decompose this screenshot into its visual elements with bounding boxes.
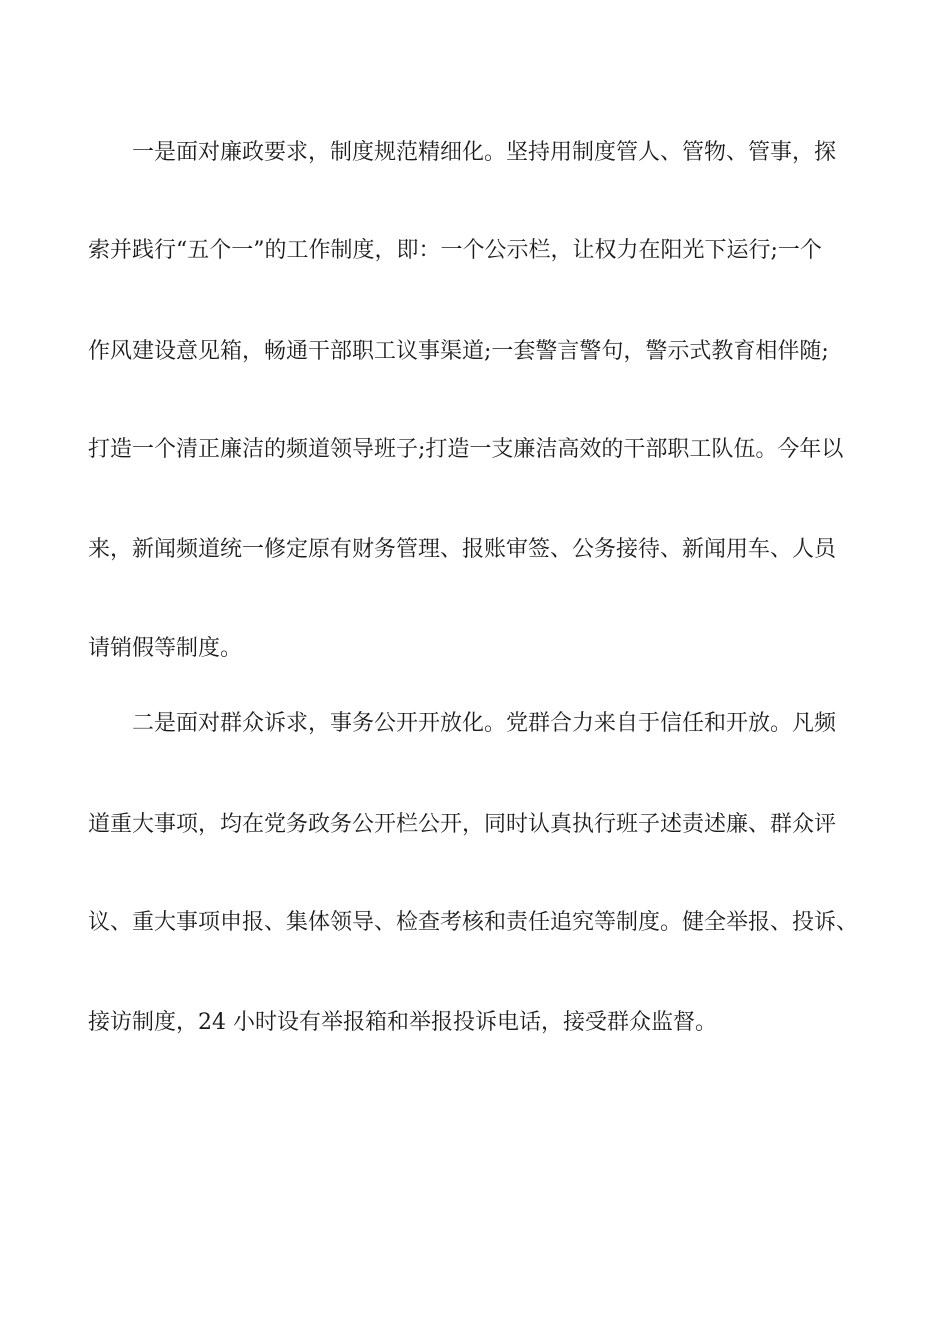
paragraph-line: 作风建设意见箱，畅通干部职工议事渠道;一套警言警句，警示式教育相伴随; bbox=[88, 339, 829, 364]
paragraph-line: 议、重大事项申报、集体领导、检查考核和责任追究等制度。健全举报、投诉、 bbox=[88, 910, 859, 935]
paragraph-line: 请销假等制度。 bbox=[88, 636, 243, 661]
paragraph-line: 二是面对群众诉求，事务公开开放化。党群合力来自于信任和开放。凡频 bbox=[132, 711, 837, 736]
paragraph-line: 接访制度，24 小时设有举报箱和举报投诉电话，接受群众监督。 bbox=[88, 1010, 717, 1035]
paragraph-line: 索并践行“五个一”的工作制度，即：一个公示栏，让权力在阳光下运行;一个 bbox=[88, 238, 822, 263]
paragraph-line: 打造一个清正廉洁的频道领导班子;打造一支廉洁高效的干部职工队伍。今年以 bbox=[88, 437, 844, 462]
paragraph-line: 来，新闻频道统一修定原有财务管理、报账审签、公务接待、新闻用车、人员 bbox=[88, 537, 837, 562]
paragraph-line: 道重大事项，均在党务政务公开栏公开，同时认真执行班子述责述廉、群众评 bbox=[88, 812, 837, 837]
paragraph-line: 一是面对廉政要求，制度规范精细化。坚持用制度管人、管物、管事，探 bbox=[132, 140, 837, 165]
